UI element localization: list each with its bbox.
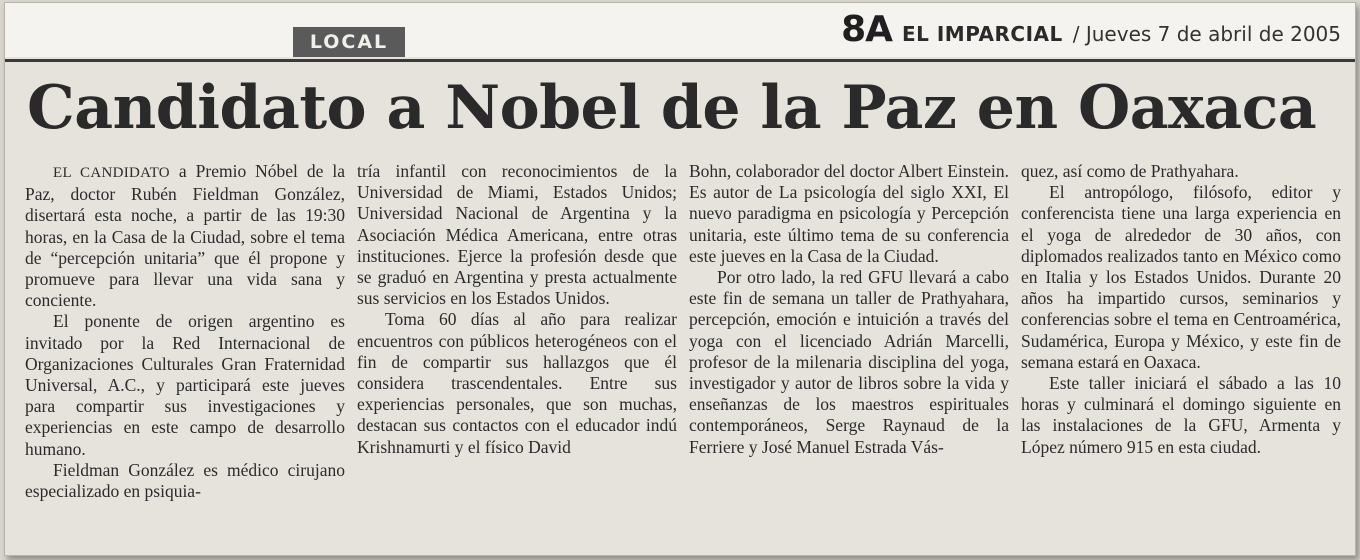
paragraph: El ponente de origen argentino es invitado por la Red Internacional de Organizaciones Culturales Gran Fraternidad Universal, A.C., y participará este jueves para compartir sus investigaciones y experiencias en este campo de desarrollo humano. (25, 311, 345, 459)
section-label: LOCAL (293, 27, 405, 57)
paragraph: tría infantil con reconocimientos de la Universidad de Miami, Estados Unidos; Universidad Nacional de Argentina y la Asociación Médica Americana, entre otras instituciones. Ejerce la profesión desde que se graduó en Argentina y presta actualmente sus servicios en los Estados Unidos. (357, 161, 677, 309)
lead-in: EL CANDIDATO (53, 165, 170, 181)
column-3 (689, 161, 1009, 547)
page-number: 8A (841, 9, 892, 50)
paragraph: Fieldman González es médico cirujano especializado en psiquia- (25, 459, 345, 502)
paragraph: Bohn, colaborador del doctor Albert Einstein. Es autor de La psicología del siglo XXI, El nuevo paradigma en psicología y Percepción unitaria, este último tema de su conferencia este jueves en la Casa de la Ciudad. (689, 161, 1009, 266)
header-rule (5, 59, 1355, 62)
newspaper-clipping (4, 2, 1356, 556)
paragraph: Este taller iniciará el sábado a las 10 horas y culminará el domingo siguiente en las instalaciones de la GFU, Armenta y López número 915 en esta ciudad. (1021, 373, 1341, 457)
paragraph: EL CANDIDATO a Premio Nóbel de la Paz, doctor Rubén Fieldman González, disertará esta noche, a partir de las 19:30 horas, en la Casa de la Ciudad, sobre el tema de “percepción unitaria” que él propone y promueve para llevar una vida sana y conciente. (25, 161, 345, 311)
paragraph: quez, así como de Prathyahara. (1021, 161, 1239, 181)
article-body (25, 161, 1347, 547)
column-4 (1021, 161, 1341, 547)
column-2 (357, 161, 677, 547)
publication-date: / Jueves 7 de abril de 2005 (1072, 22, 1341, 46)
paragraph: Por otro lado, la red GFU llevará a cabo este fin de semana un taller de Prathyahara, percepción, emoción e intuición a través del yoga con el licenciado Adrián Marcelli, profesor de la milenaria disciplina del yoga, investigador y autor de libros sobre la vida y enseñanzas de los maestros espirituales contemporáneos, Serge Raynaud de la Ferriere y José Manuel Estrada Vás- (689, 267, 1009, 457)
page-header (5, 3, 1355, 57)
paragraph: Toma 60 días al año para realizar encuentros con públicos heterogéneos con el fin de compartir sus hallazgos que él considera trascendentales. Entre sus experiencias personales, que son muchas, destacan sus contactos con el educador indú Krishnamurti y el físico David (357, 309, 677, 457)
paragraph: El antropólogo, filósofo, editor y conferencista tiene una larga experiencia en el yoga de alrededor de 30 años, con diplomados realizados tanto en México como en Italia y los Estados Unidos. Durante 20 años ha impartido cursos, seminarios y conferencias sobre el tema en Centroamérica, Sudamérica, Europa y México, y este fin de semana estará en Oaxaca. (1021, 182, 1341, 372)
article-headline: Candidato a Nobel de la Paz en Oaxaca (27, 73, 1317, 143)
newspaper-name: EL IMPARCIAL (902, 22, 1063, 46)
column-1 (25, 161, 345, 547)
masthead (841, 9, 1341, 49)
